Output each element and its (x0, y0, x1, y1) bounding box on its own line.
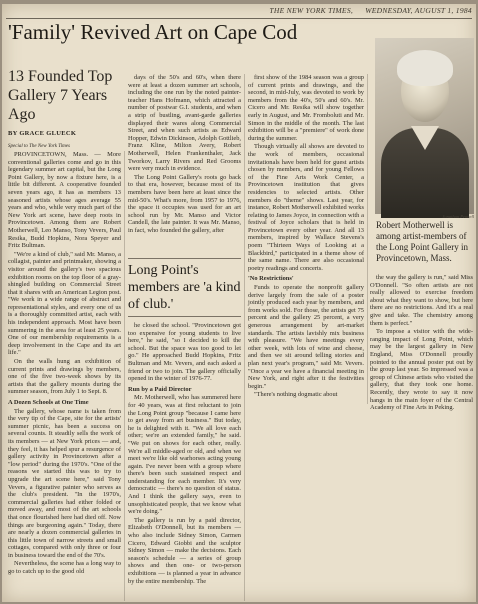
paragraph: he closed the school. "Provincetown got too expensive for young students to live here," he said, "so I decided to kill the school. But the space was too good to let go." He approached Budd Hopkins, Fritz Bultman and Mr. Vevers, and each asked a friend or two to join. The gallery officially opened in the winter of 1976-77. (128, 322, 241, 383)
column-rule (367, 74, 368, 404)
dateline: Special to The New York Times (8, 144, 70, 149)
photo-figure-hair (397, 50, 453, 86)
paragraph: On the walls hung an exhibition of current prints and drawings by members, one of the five two-week shows by its artists that the gallery mounts during the summer season, from July 1 to Sept. 8. (8, 358, 121, 396)
paragraph: days of the 50's and 60's, when there were at least a dozen summer art schools, including the one run by the noted painter-teacher Hans Hofmann, which attracted a number of postwar G.I. students, and when a strip of bustling, avant-garde galleries displayed their wares along Commercial Street, and when such artists as Edward Hopper, Edwin Dickinson, Adolph Gottlieb, Franz Kline, Milton Avery, Robert Motherwell, Helen Frankenthaler, Jack Tworkov, Larry Rivers and Red Grooms were very much in evidence. (128, 74, 241, 173)
paragraph: Though virtually all shows are devoted to the work of members, occasional invitationals have been held for guest artists chosen by members, and for young Fellows of the Fine Arts Work Center, a Provincetown institution that gives residencies to selected artists. Other members do "theme" shows. Last year, for instance, Robert Motherwell exhibited works relating to James Joyce, in connection with a festival of Joyce scholars that is held in Provincetown every other year. And all 13 members, inspired by Wallace Stevens's poem "Thirteen Ways of Looking at a Blackbird," participated in a theme show of the same name. There are also occasional poetry readings and concerts. (248, 143, 364, 272)
paragraph: first show of the 1984 season was a group of current prints and drawings, and the second, in mid-July, was devoted to work by members from the 40's, 50's and 60's. Mr. Cicero and Mr. Resika will show together early in August, and Mr. Fromboluti and Mr. Simon in the middle of the month. The last exhibition will be a "premiere" of work done during the summer. (248, 74, 364, 142)
headline: 'Family' Revived Art on Cape Cod (8, 20, 298, 44)
deck: 13 Founded Top Gallery 7 Years Ago (8, 68, 113, 123)
paragraph: The gallery, whose name is taken from the very tip of the Cape, site for the artists' summer picnic, has been a success on several counts. It steadily sells the work of its members — at New York prices — and, they feel, it has helped spur a resurgence of gallery activity in Provincetown after a "low period" during the 1970's. "One of the reasons we started this was to try to upgrade the art scene here," said Tony Vevers, a figurative painter who serves as the club's president. "In the 1970's, commercial galleries had either folded or moved away, and most of the art schools that once flourished here had died off. Now things are burgeoning again." Today, there are nearly a dozen commercial galleries in this little town of narrow streets and small cottages, compared with only three or four in business toward the end of the 70's. (8, 407, 121, 559)
photo-credit: Jonathan Pennell (442, 214, 474, 219)
masthead-paper: THE NEW YORK TIMES, (269, 6, 354, 15)
column-rule (124, 151, 125, 601)
pull-quote: Long Point's members are 'a kind of club.' (128, 263, 241, 312)
paragraph: Mr. Motherwell, who has summered here for 40 years, was at first reluctant to join the Long Point group "because I came here to get away from art business." But today, he is delighted with it. "We all love each other; we're an extended family," he said. "We put on shows for each other, really. We're all middle-aged or old, and when we meet we're like old warhorses acting young again. I've never been with a group where there's been such sustained respect and understanding for each member. It's very democratic — there's no question of status. And I think the gallery says, even to unsophisticated people, that we know what we're doing." (128, 394, 241, 516)
paragraph: Funds to operate the nonprofit gallery derive largely from the sale of a poster jointly produced each year by members, and from works sold. For those, the artists get 75 percent and the gallery 25 percent, a very generous arrangement by art-market standards. The artists lavishly mix business with pleasure. "We have meetings every other week, with lots of wine and cheese, and then we sit around telling stories and plan next year's program," said Mr. Vevers. "Once a year we have a financial meeting in New York, and right after it the festivities begin." (248, 284, 364, 390)
subhead: A Dozen Schools at One Time (8, 399, 89, 406)
paragraph: the way the gallery is run," said Miss O'Donnell. "So often artists are not really allowed to exercise freedom about what they want to show, but here there are no restrictions. And it's a real give and take. The chemistry among them is perfect." (370, 274, 473, 327)
article-column-2-top (128, 74, 241, 256)
masthead (6, 6, 472, 19)
pull-quote-rule-bottom (128, 316, 241, 317)
pull-quote-rule-top (128, 258, 241, 259)
paragraph: The gallery is run by a paid director, Elizabeth O'Donnell, but its members — who also include Sidney Simon, Carmen Cicero, Edward Giobbi and the sculptor Sidney Simon — make the decisions. Each season's schedule — a series of group shows and then one- or two-person exhibitions — is planned a year in advance by the entire membership. The (128, 516, 241, 585)
article-column-2-bottom (128, 322, 241, 600)
subhead: Run by a Paid Director (128, 385, 192, 393)
subhead: 'No Restrictions' (248, 275, 294, 283)
byline: BY GRACE GLUECK (8, 130, 77, 137)
paragraph: Nevertheless, the scene has a long way to go to catch up to the good old (8, 560, 121, 576)
paragraph: To impose a visitor with the wide-ranging impact of Long Point, which may be the largest gallery in New England, Miss O'Donnell proudly pointed to the annual poster put out by the group last year. So impressed was a group of Chinese artists who visited the gallery, that they took one home. Recently, they wrote to say it now hangs in the main foyer of the Central Academy of Fine Arts in Peking. (370, 328, 473, 412)
column-rule (244, 74, 245, 601)
article-column-3 (248, 74, 364, 600)
photo-caption: Robert Motherwell is among artist-members of the Long Point Gallery in Provincetown, Mass. (376, 220, 468, 263)
article-column-1 (8, 151, 121, 601)
paragraph: The Long Point Gallery's roots go back to that era, however, because most of its members have been here at least since the mid-50's. What's more, from 1957 to 1976, the space it occupies was used for an art school run by Mr. Manso and Victor Candell, the late painter. It was Mr. Manso, in fact, who founded the gallery, after (128, 173, 241, 234)
portrait-photo (375, 38, 474, 214)
masthead-date: WEDNESDAY, AUGUST 1, 1984 (365, 6, 472, 15)
article-column-4 (370, 274, 473, 412)
newspaper-clipping (2, 4, 476, 602)
paragraph: PROVINCETOWN, Mass. — More conventional galleries come and go in this legendary summer art capital, but the Long Point Gallery, by now a fixture here, is a little bit different. A cooperative founded seven years ago, it has as members 13 seasoned artists whose ages average 55 years and who, while very much part of the New York art scene, have deep roots in Provincetown. Among them are Robert Motherwell, Leo Manso, Tony Vevers, Paul Resika, Budd Hopkins, Nora Speyer and Fritz Bultman. (8, 151, 121, 250)
paragraph: "There's nothing dogmatic about (254, 391, 338, 399)
paragraph: "We're a kind of club," said Mr. Manso, a collagist, painter and printmaker, showing a visitor around the gallery's two spacious exhibition rooms on the top floor of a gray-shingled building on Commercial Street that it shares with an American Legion post. "We work in a wide range of abstract and representational styles, and every one of us is a thoroughly committed artist, each with his independent approach. Most have been summering in the area for at least 25 years. One of our membership requirements is a deep involvement in the Cape and its art life." (8, 250, 121, 357)
